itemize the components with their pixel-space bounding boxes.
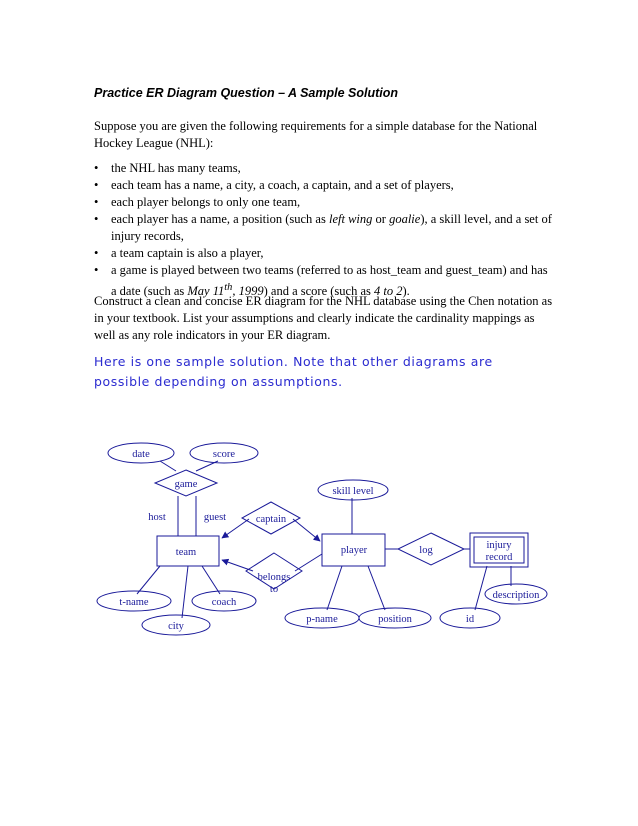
label-position: position [378, 614, 412, 625]
label-score: score [212, 449, 236, 460]
document-title: Practice ER Diagram Question – A Sample Solution [94, 86, 399, 100]
label-team: team [175, 547, 197, 558]
label-record: record [485, 552, 513, 563]
example-left-wing: left wing [328, 212, 373, 226]
label-player: player [340, 545, 368, 556]
list-item-text: ) and a score (such as [263, 284, 375, 299]
list-item-text: the NHL has many teams, [111, 161, 241, 175]
list-item-text: each player has a name, a position (such as [111, 212, 329, 226]
label-captain: captain [255, 514, 287, 525]
label-id: id [465, 614, 475, 625]
intro-paragraph: Suppose you are given the following requirements for a simple database for the National Hockey League (NHL): [94, 119, 538, 150]
player-position-line [368, 566, 385, 610]
team-city-line [182, 566, 188, 618]
label-coach: coach [211, 597, 237, 608]
label-injury: injury [486, 540, 512, 551]
example-goalie: goalie [389, 212, 421, 226]
list-item-text: each team has a name, a city, a coach, a captain, and a set of players, [111, 178, 454, 192]
list-item-text: ). [402, 284, 410, 299]
date-superscript: th [224, 282, 233, 293]
belongs-player-line [295, 554, 322, 571]
label-date: date [132, 449, 150, 460]
label-t-name: t-name [119, 597, 149, 608]
list-item-text: a game is played between two teams (referred to as host_team and guest_team) and has a date (such as [111, 263, 548, 299]
list-item-text: or [372, 212, 390, 226]
list-item-text: ), a skill level, and a set of injury records, [111, 212, 552, 243]
example-year: , 1999 [232, 284, 264, 299]
list-item-text: each player belongs to only one team, [111, 195, 301, 209]
label-log: log [419, 545, 433, 556]
example-date: May 11 [187, 284, 225, 299]
team-tname-line [137, 566, 160, 594]
label-description: description [492, 590, 540, 601]
captain-player-arrow [293, 519, 320, 541]
team-coach-line [202, 566, 220, 594]
label-belongs: belongs [257, 572, 291, 583]
label-to: to [269, 584, 279, 595]
injury-id-line [475, 566, 487, 610]
example-score: 4 to 2 [374, 284, 403, 299]
list-item-text: a team captain is also a player, [111, 246, 264, 260]
label-skill-level: skill level [332, 486, 374, 497]
label-game: game [174, 479, 198, 490]
player-pname-line [327, 566, 342, 610]
instructions-paragraph: Construct a clean and concise ER diagram for the NHL database using the Chen notation as in your textbook. List your assumptions and clearly indicate the cardinality mappings as well as any role indicators in your ER diagram. [94, 294, 553, 342]
sample-solution-note: Here is one sample solution. Note that other diagrams are possible depending on assumptions. [94, 354, 493, 389]
label-guest-role: guest [203, 512, 227, 523]
label-p-name: p-name [306, 614, 338, 625]
label-host-role: host [148, 512, 166, 523]
date-game-line [160, 461, 176, 471]
label-city: city [168, 621, 184, 632]
